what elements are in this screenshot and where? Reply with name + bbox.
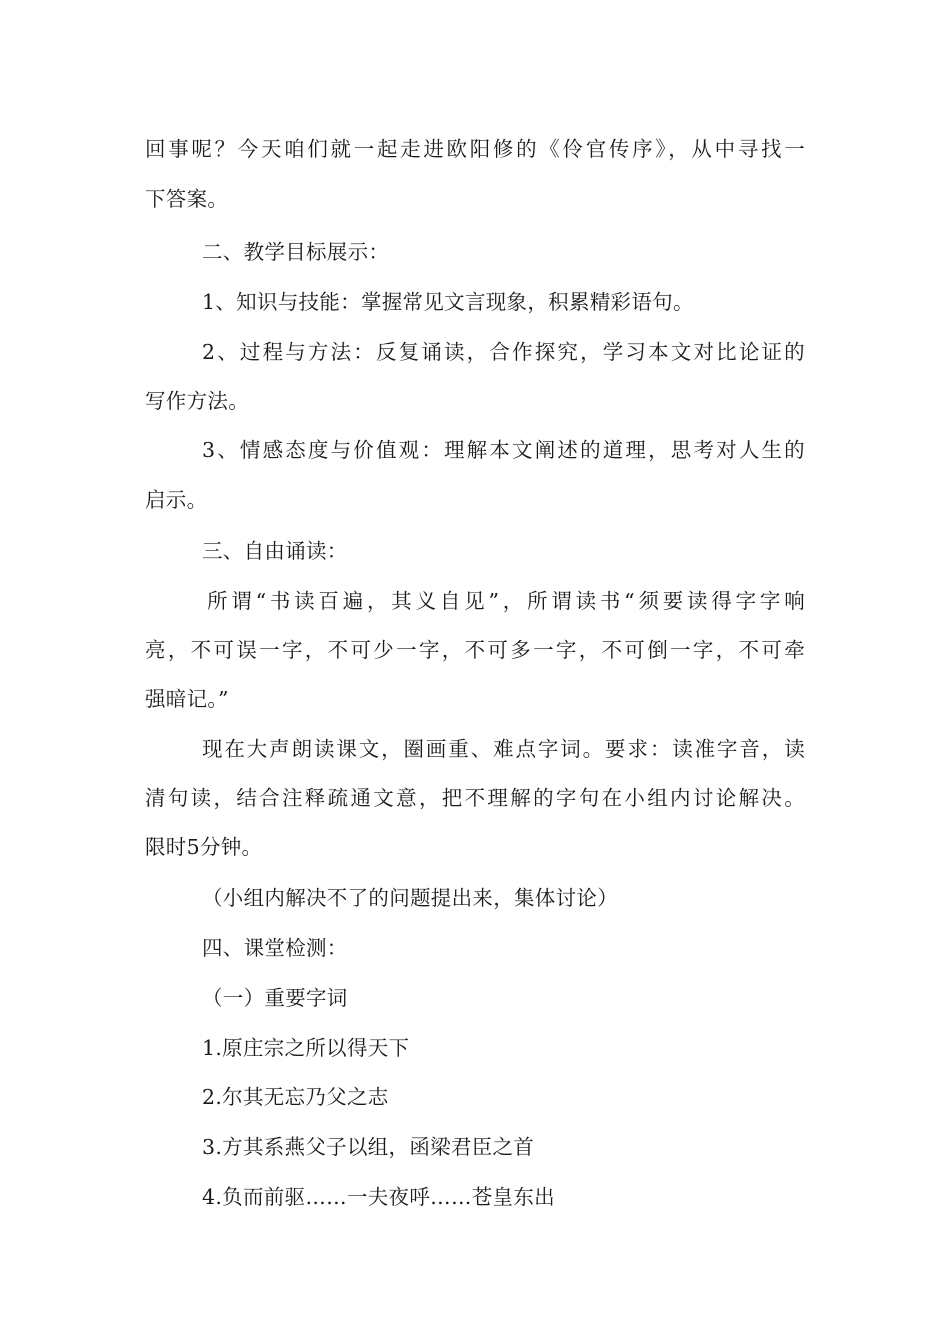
quote-line-1: 所谓“书读百遍，其义自见”，所谓读书“须要读得字字响 <box>207 589 805 613</box>
intro-line-1: 回事呢？今天咱们就一起走进欧阳修的《伶官传序》，从中寻找一 <box>145 137 805 161</box>
group-discussion-note: （小组内解决不了的问题提出来，集体讨论） <box>202 886 618 910</box>
vocabulary-item-2: 2.尔其无忘乃父之志 <box>202 1085 389 1109</box>
quote-line-2: 亮，不可误一字，不可少一字，不可多一字，不可倒一字，不可牵 <box>145 638 805 662</box>
objective-process-line-1: 2、过程与方法：反复诵读，合作探究，学习本文对比论证的 <box>202 340 805 364</box>
objective-process-line-2: 写作方法。 <box>145 389 249 413</box>
intro-line-2: 下答案。 <box>145 187 229 211</box>
vocabulary-item-3: 3.方其系燕父子以组，函梁君臣之首 <box>202 1135 535 1159</box>
section-heading-test: 四、课堂检测： <box>202 936 348 960</box>
objective-emotion-line-1: 3、情感态度与价值观：理解本文阐述的道理，思考对人生的 <box>202 438 805 462</box>
instruction-line-1: 现在大声朗读课文，圈画重、难点字词。要求：读准字音，读 <box>202 737 805 761</box>
vocabulary-item-1: 1.原庄宗之所以得天下 <box>202 1036 410 1060</box>
objective-knowledge: 1、知识与技能：掌握常见文言现象，积累精彩语句。 <box>202 290 694 314</box>
instruction-line-3: 限时5分钟。 <box>145 835 263 859</box>
instruction-line-2: 清句读，结合注释疏通文意，把不理解的字句在小组内讨论解决。 <box>145 786 805 810</box>
quote-line-3: 强暗记。” <box>145 687 229 711</box>
subsection-heading-vocabulary: （一）重要字词 <box>202 986 348 1010</box>
objective-emotion-line-2: 启示。 <box>145 488 208 512</box>
section-heading-reading: 三、自由诵读： <box>202 539 348 563</box>
section-heading-objectives: 二、教学目标展示： <box>202 240 390 264</box>
vocabulary-item-4: 4.负而前驱……一夫夜呼……苍皇东出 <box>202 1185 555 1209</box>
